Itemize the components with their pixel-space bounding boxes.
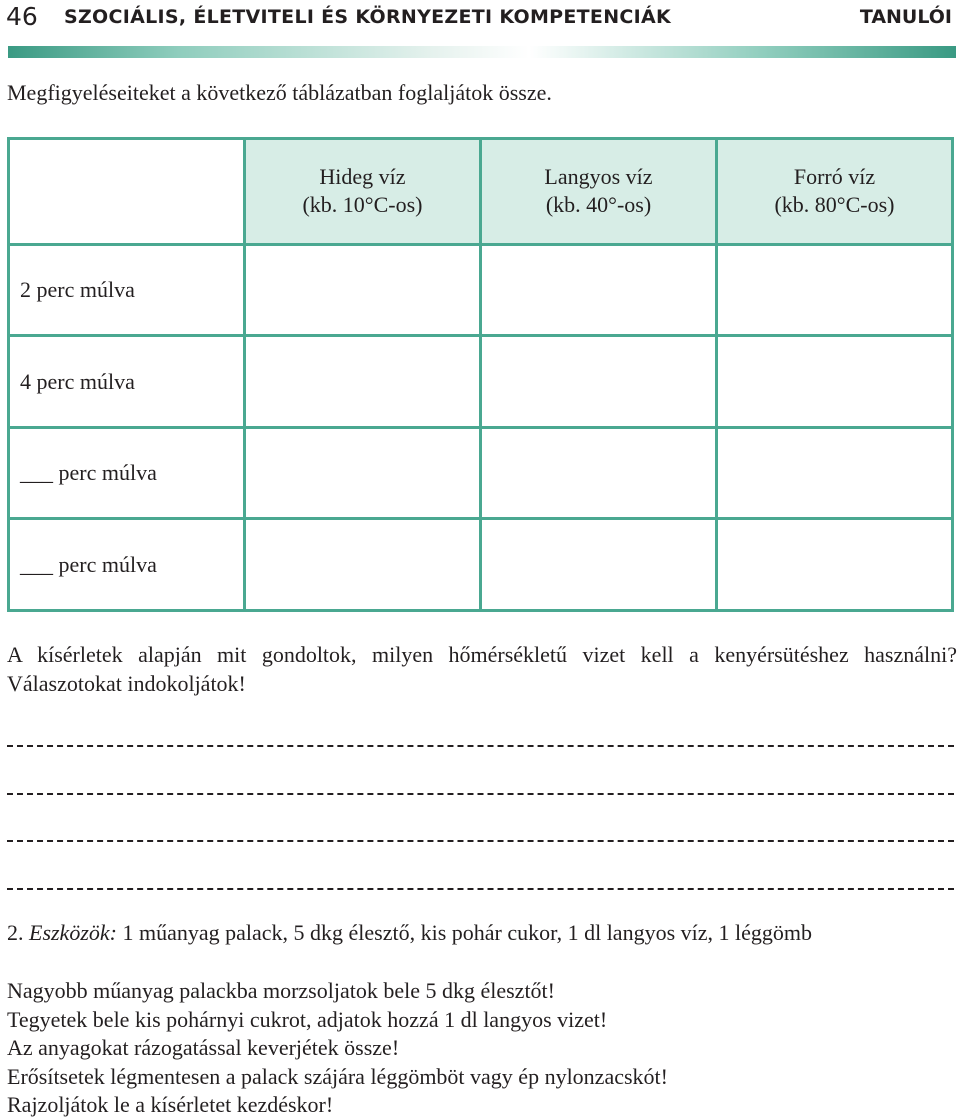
answer-line[interactable] (7, 840, 954, 842)
row-label: ___ perc múlva (9, 427, 245, 519)
task-number: 2. (7, 920, 24, 945)
instruction-line: Erősítsetek légmentesen a palack szájára léggömböt vagy ép nylonzacskót! (7, 1063, 668, 1089)
answer-cell[interactable] (717, 519, 953, 611)
answer-cell[interactable] (717, 336, 953, 428)
page-header (0, 0, 960, 40)
observation-table (7, 137, 954, 612)
answer-line[interactable] (7, 888, 954, 890)
intro-text: Megfigyeléseiteket a következő táblázatban foglaljátok össze. (7, 80, 552, 105)
answer-cell[interactable] (245, 519, 481, 611)
answer-cell[interactable] (717, 244, 953, 336)
answer-cell[interactable] (481, 336, 717, 428)
row-label: ___ perc múlva (9, 519, 245, 611)
table-row (9, 427, 953, 519)
task2-tools (7, 920, 812, 946)
column-header-lukewarm (481, 139, 717, 245)
header-gradient-bar (8, 46, 956, 58)
table-corner-cell (9, 139, 245, 245)
table-row (9, 336, 953, 428)
answer-cell[interactable] (481, 519, 717, 611)
answer-cell[interactable] (245, 244, 481, 336)
instruction-line: Rajzoljátok le a kísérletet kezdéskor! (7, 1092, 334, 1117)
row-label: 4 perc múlva (9, 336, 245, 428)
column-header-title: Hideg víz (319, 164, 406, 190)
column-header-temp: (kb. 80°C-os) (774, 192, 895, 218)
table-row (9, 519, 953, 611)
instruction-line: Nagyobb műanyag palackba morzsoljatok bele 5 dkg élesztőt! (7, 978, 555, 1003)
page-number: 46 (6, 2, 38, 31)
instruction-line: Tegyetek bele kis pohárnyi cukrot, adjatok hozzá 1 dl langyos vizet! (7, 1006, 608, 1032)
table-row (9, 244, 953, 336)
role-label: TANULÓI (859, 6, 952, 28)
tools-list: 1 műanyag palack, 5 dkg élesztő, kis pohár cukor, 1 dl langyos víz, 1 léggömb (122, 920, 813, 945)
question-text: A kísérletek alapján mit gondoltok, milyen hőmérsékletű vizet kell a kenyérsütéshez használni? Válaszotokat indokoljátok! (7, 642, 957, 696)
column-header-cold (245, 139, 481, 245)
answer-line[interactable] (7, 745, 954, 747)
column-header-title: Langyos víz (544, 164, 653, 190)
answer-cell[interactable] (481, 244, 717, 336)
answer-cell[interactable] (481, 427, 717, 519)
answer-cell[interactable] (245, 336, 481, 428)
column-header-temp: (kb. 10°C-os) (302, 192, 423, 218)
column-header-temp: (kb. 40°-os) (545, 192, 652, 218)
instructions (7, 977, 668, 1120)
chapter-title: SZOCIÁLIS, ÉLETVITELI ÉS KÖRNYEZETI KOMPETENCIÁK (64, 6, 672, 28)
column-header-hot (717, 139, 953, 245)
answer-cell[interactable] (717, 427, 953, 519)
answer-line[interactable] (7, 793, 954, 795)
answer-cell[interactable] (245, 427, 481, 519)
table-header-row (9, 139, 953, 245)
tools-label: Eszközök: (29, 920, 117, 945)
row-label: 2 perc múlva (9, 244, 245, 336)
instruction-line: Az anyagokat rázogatással keverjétek össze! (7, 1035, 400, 1060)
column-header-title: Forró víz (793, 164, 876, 190)
